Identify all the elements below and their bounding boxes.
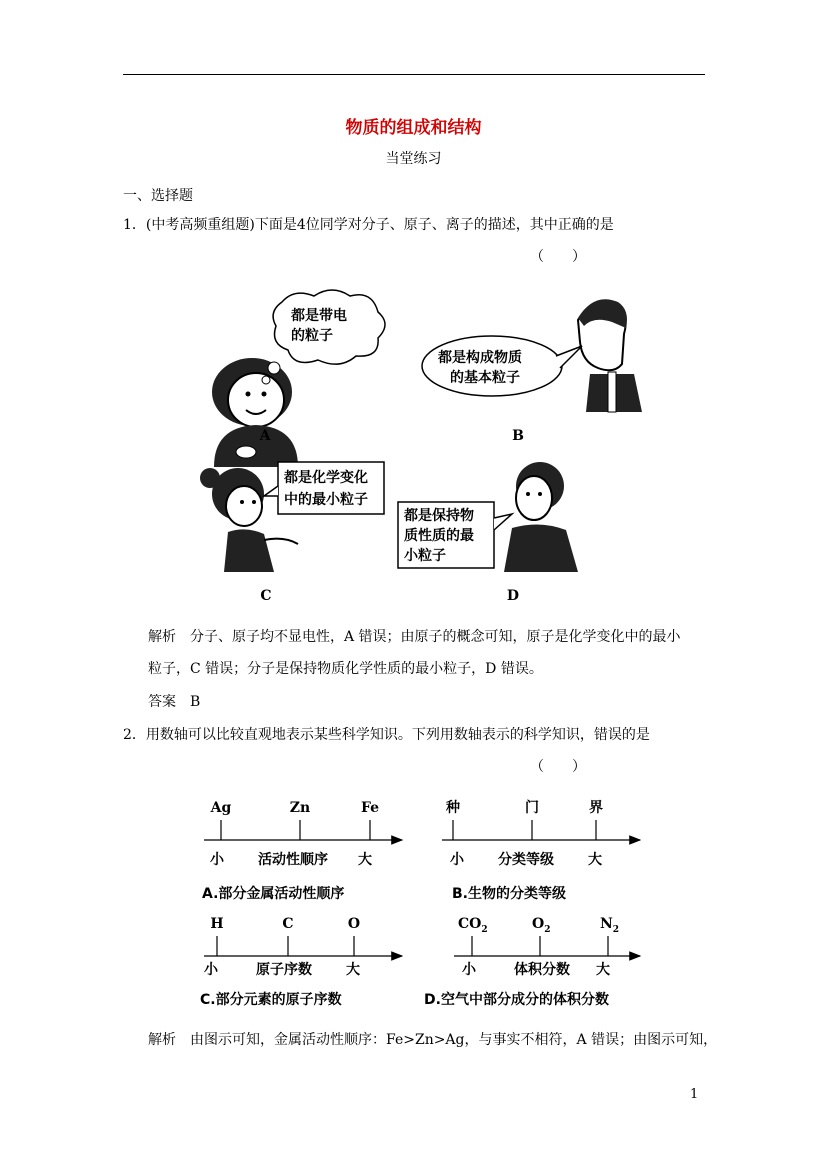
axis-d-tick-n2: $N_2$ <box>600 916 620 935</box>
bubble-c-line-1: 都是化学变化 <box>284 470 368 486</box>
axis-c <box>200 916 402 1008</box>
axis-d-left: 小 <box>462 962 476 978</box>
axis-c-tick-h: H <box>210 916 224 932</box>
bubble-d-line-2: 质性质的最 <box>404 528 474 544</box>
header-rule <box>123 74 705 75</box>
axis-a-right: 大 <box>358 852 372 868</box>
axis-c-tick-c: C <box>282 916 294 932</box>
bubble-b-line-2: 的基本粒子 <box>450 370 520 386</box>
q1-analysis-line-2: 粒子，C 错误；分子是保持物质化学性质的最小粒子，D 错误。 <box>148 661 543 677</box>
axis-a <box>202 800 402 902</box>
section-heading: 一、选择题 <box>123 188 193 204</box>
page-number: 1 <box>690 1087 699 1102</box>
bubble-b-line-1: 都是构成物质 <box>438 350 522 366</box>
axis-a-tick-ag: Ag <box>210 800 232 816</box>
q2-figure <box>196 790 646 1014</box>
axis-d-tick-o2: $O_2$ <box>532 916 551 935</box>
axis-a-mid: 活动性顺序 <box>258 852 328 868</box>
axis-a-left: 小 <box>210 852 224 868</box>
axis-c-caption: C.部分元素的原子序数 <box>200 992 342 1008</box>
axis-c-mid: 原子序数 <box>256 962 312 978</box>
axis-a-tick-fe: Fe <box>360 800 380 816</box>
axis-b-tick-phylum: 门 <box>525 800 539 816</box>
student-b-figure <box>578 299 642 412</box>
axis-b-tick-species: 种 <box>446 800 460 816</box>
axis-d-caption: D.空气中部分成分的体积分数 <box>424 992 609 1008</box>
student-d-figure <box>504 462 578 572</box>
q1-stem: 1．(中考高频重组题)下面是4位同学对分子、原子、离子的描述，其中正确的是 <box>123 217 614 233</box>
axis-d-right: 大 <box>596 962 610 978</box>
q1-analysis-line-1: 解析 分子、原子均不显电性，A 错误；由原子的概念可知，原子是化学变化中的最小 <box>148 629 681 645</box>
q2-stem: 2．用数轴可以比较直观地表示某些科学知识。下列用数轴表示的科学知识，错误的是 <box>123 727 650 743</box>
q1-answer: 答案 B <box>148 694 201 710</box>
axis-a-caption: A.部分金属活动性顺序 <box>202 886 345 902</box>
axis-c-left: 小 <box>204 962 218 978</box>
axis-d-mid: 体积分数 <box>514 962 570 978</box>
q2-analysis-line: 解析 由图示可知，金属活动性顺序：Fe>Zn>Ag，与事实不相符，A 错误；由图示可知， <box>148 1032 718 1048</box>
page-subtitle: 当堂练习 <box>385 151 442 167</box>
student-a-figure <box>212 358 298 467</box>
axis-c-tick-o: O <box>347 916 361 932</box>
speech-bubble-b <box>422 336 582 396</box>
axis-a-tick-zn: Zn <box>289 800 311 816</box>
q1-answer-paren: （ ） <box>530 249 586 265</box>
axis-b-left: 小 <box>450 852 464 868</box>
label-c: C <box>260 588 272 604</box>
bubble-d-line-3: 小粒子 <box>404 548 446 564</box>
bubble-d-line-1: 都是保持物 <box>404 508 474 524</box>
q1-figure <box>194 282 658 612</box>
axis-b-right: 大 <box>588 852 602 868</box>
axis-b <box>442 799 640 902</box>
bubble-c-line-2: 中的最小粒子 <box>284 492 368 508</box>
axis-b-caption: B.生物的分类等级 <box>452 886 566 902</box>
axis-d-tick-co2: $CO_2$ <box>458 916 488 935</box>
bubble-a-line-1: 都是带电 <box>291 308 347 324</box>
label-a: A <box>259 428 271 444</box>
bubble-a-line-2: 的粒子 <box>291 328 333 344</box>
axis-b-tick-kingdom: 界 <box>589 800 603 816</box>
axis-c-right: 大 <box>346 962 360 978</box>
page-title: 物质的组成和结构 <box>345 118 482 138</box>
axis-d <box>424 916 640 1008</box>
label-b: B <box>512 428 524 444</box>
box-bubble-d <box>398 502 512 568</box>
label-d: D <box>506 588 520 604</box>
q2-answer-paren: （ ） <box>530 759 586 775</box>
axis-b-mid: 分类等级 <box>498 852 554 868</box>
box-bubble-c <box>264 462 384 514</box>
